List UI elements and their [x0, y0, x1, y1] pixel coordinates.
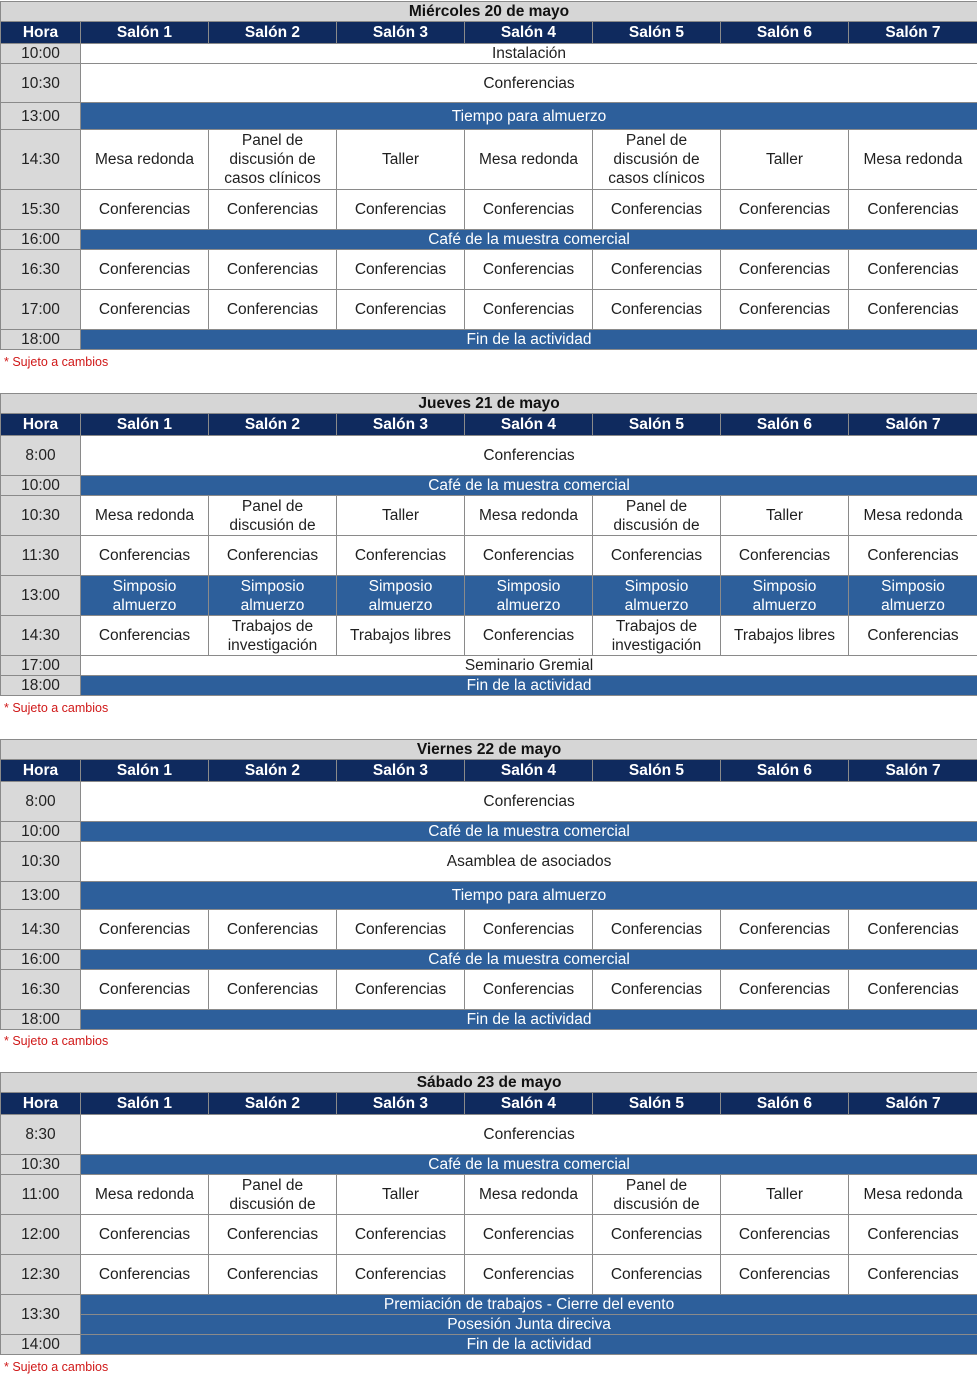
schedule-table: [0, 739, 977, 1030]
activity-cell: Conferencias: [81, 616, 209, 656]
day-schedule: [0, 393, 977, 696]
activity-cell: Conferencias: [209, 250, 337, 290]
day-schedule: [0, 1, 977, 350]
day-title-row: [1, 2, 977, 22]
schedule-row: [1, 882, 977, 910]
schedule-row: [1, 496, 977, 536]
time-cell: 8:00: [1, 782, 81, 822]
activity-cell: Conferencias: [465, 536, 593, 576]
activity-cell: Conferencias: [337, 190, 465, 230]
full-width-activity: Conferencias: [81, 782, 977, 822]
full-width-activity: Fin de la actividad: [81, 676, 977, 696]
column-header-row: [1, 22, 977, 44]
schedule-row: [1, 230, 977, 250]
activity-cell: Panel de discusión de: [209, 496, 337, 536]
day-title: Viernes 22 de mayo: [1, 740, 977, 760]
schedule-row: [1, 676, 977, 696]
time-cell: 16:30: [1, 250, 81, 290]
schedule-row: [1, 1295, 977, 1315]
activity-cell: Conferencias: [849, 536, 977, 576]
activity-cell: Conferencias: [209, 910, 337, 950]
full-width-activity: Tiempo para almuerzo: [81, 882, 977, 910]
activity-cell: Conferencias: [721, 1215, 849, 1255]
full-width-activity: Fin de la actividad: [81, 330, 977, 350]
full-width-activity: Tiempo para almuerzo: [81, 103, 977, 130]
full-width-activity: Café de la muestra comercial: [81, 822, 977, 842]
schedule-table: [0, 393, 977, 696]
column-header-salon-6: Salón 6: [721, 22, 849, 44]
activity-cell: Conferencias: [81, 290, 209, 330]
activity-cell: Conferencias: [81, 1255, 209, 1295]
activity-cell: Conferencias: [337, 1215, 465, 1255]
schedule-row: [1, 1010, 977, 1030]
activity-cell: Trabajos de investigación: [209, 616, 337, 656]
activity-cell: Conferencias: [721, 1255, 849, 1295]
activity-cell: Mesa redonda: [81, 130, 209, 190]
day-title-row: [1, 1073, 977, 1093]
activity-cell: Conferencias: [465, 250, 593, 290]
activity-cell: Conferencias: [721, 290, 849, 330]
activity-cell: Taller: [337, 1175, 465, 1215]
time-cell: 18:00: [1, 330, 81, 350]
schedule-row: [1, 290, 977, 330]
column-header-hora: Hora: [1, 414, 81, 436]
column-header-salon-6: Salón 6: [721, 1093, 849, 1115]
activity-cell: Conferencias: [849, 1215, 977, 1255]
time-cell: 17:00: [1, 290, 81, 330]
activity-cell: Conferencias: [81, 250, 209, 290]
activity-cell: Conferencias: [721, 190, 849, 230]
activity-cell: Conferencias: [337, 290, 465, 330]
column-header-salon-7: Salón 7: [849, 414, 977, 436]
schedule-table: [0, 1, 977, 350]
schedule-row: [1, 950, 977, 970]
time-cell: 10:30: [1, 64, 81, 103]
column-header-salon-4: Salón 4: [465, 760, 593, 782]
activity-cell: Conferencias: [337, 536, 465, 576]
full-width-activity: Fin de la actividad: [81, 1010, 977, 1030]
schedule-row: [1, 536, 977, 576]
activity-cell: Conferencias: [81, 910, 209, 950]
full-width-activity: Premiación de trabajos - Cierre del evento: [81, 1295, 977, 1315]
activity-cell: Conferencias: [81, 536, 209, 576]
full-width-activity: Café de la muestra comercial: [81, 1155, 977, 1175]
activity-cell: Conferencias: [209, 1255, 337, 1295]
time-cell: 14:00: [1, 1335, 81, 1355]
schedule-row: [1, 970, 977, 1010]
time-cell: 13:00: [1, 103, 81, 130]
time-cell: 13:30: [1, 1295, 81, 1335]
full-width-activity: Instalación: [81, 44, 977, 64]
activity-cell: Simposio almuerzo: [849, 576, 977, 616]
activity-cell: Conferencias: [209, 290, 337, 330]
activity-cell: Conferencias: [721, 250, 849, 290]
activity-cell: Conferencias: [209, 190, 337, 230]
activity-cell: Panel de discusión de casos clínicos: [209, 130, 337, 190]
activity-cell: Conferencias: [593, 910, 721, 950]
time-cell: 13:00: [1, 576, 81, 616]
column-header-salon-6: Salón 6: [721, 414, 849, 436]
activity-cell: Taller: [337, 130, 465, 190]
column-header-hora: Hora: [1, 760, 81, 782]
column-header-salon-5: Salón 5: [593, 414, 721, 436]
activity-cell: Conferencias: [721, 910, 849, 950]
day-title-row: [1, 394, 977, 414]
schedule-row: [1, 1215, 977, 1255]
full-width-activity: Conferencias: [81, 1115, 977, 1155]
time-cell: 14:30: [1, 910, 81, 950]
activity-cell: Taller: [721, 496, 849, 536]
activity-cell: Mesa redonda: [81, 1175, 209, 1215]
activity-cell: Taller: [721, 1175, 849, 1215]
activity-cell: Conferencias: [337, 910, 465, 950]
activity-cell: Conferencias: [81, 190, 209, 230]
column-header-salon-4: Salón 4: [465, 1093, 593, 1115]
activity-cell: Conferencias: [465, 1215, 593, 1255]
column-header-salon-1: Salón 1: [81, 1093, 209, 1115]
activity-cell: Mesa redonda: [849, 1175, 977, 1215]
activity-cell: Conferencias: [849, 250, 977, 290]
column-header-salon-3: Salón 3: [337, 22, 465, 44]
activity-cell: Panel de discusión de: [593, 1175, 721, 1215]
day-title: Jueves 21 de mayo: [1, 394, 977, 414]
schedule-row: [1, 782, 977, 822]
full-width-activity: Café de la muestra comercial: [81, 950, 977, 970]
day-schedule: [0, 739, 977, 1030]
time-cell: 10:00: [1, 476, 81, 496]
activity-cell: Mesa redonda: [849, 130, 977, 190]
time-cell: 10:30: [1, 842, 81, 882]
column-header-row: [1, 1093, 977, 1115]
schedule-row: [1, 190, 977, 230]
activity-cell: Simposio almuerzo: [465, 576, 593, 616]
activity-cell: Conferencias: [593, 970, 721, 1010]
schedule-row: [1, 64, 977, 103]
time-cell: 8:30: [1, 1115, 81, 1155]
day-title: Miércoles 20 de mayo: [1, 2, 977, 22]
activity-cell: Mesa redonda: [849, 496, 977, 536]
column-header-hora: Hora: [1, 1093, 81, 1115]
column-header-salon-7: Salón 7: [849, 22, 977, 44]
activity-cell: Mesa redonda: [465, 1175, 593, 1215]
day-title-row: [1, 740, 977, 760]
schedule-row: [1, 1155, 977, 1175]
activity-cell: Conferencias: [465, 616, 593, 656]
time-cell: 14:30: [1, 130, 81, 190]
column-header-salon-5: Salón 5: [593, 760, 721, 782]
activity-cell: Conferencias: [849, 290, 977, 330]
column-header-salon-2: Salón 2: [209, 414, 337, 436]
column-header-salon-5: Salón 5: [593, 22, 721, 44]
day-schedule: [0, 1072, 977, 1355]
column-header-salon-1: Salón 1: [81, 414, 209, 436]
time-cell: 11:00: [1, 1175, 81, 1215]
activity-cell: Conferencias: [81, 1215, 209, 1255]
full-width-activity: Conferencias: [81, 64, 977, 103]
activity-cell: Conferencias: [81, 970, 209, 1010]
disclaimer-note: * Sujeto a cambios: [4, 1034, 109, 1048]
column-header-salon-4: Salón 4: [465, 22, 593, 44]
column-header-salon-6: Salón 6: [721, 760, 849, 782]
activity-cell: Simposio almuerzo: [209, 576, 337, 616]
activity-cell: Mesa redonda: [81, 496, 209, 536]
schedule-row: [1, 910, 977, 950]
activity-cell: Taller: [337, 496, 465, 536]
column-header-salon-3: Salón 3: [337, 414, 465, 436]
time-cell: 16:30: [1, 970, 81, 1010]
schedule-row: [1, 436, 977, 476]
activity-cell: Conferencias: [849, 970, 977, 1010]
activity-cell: Simposio almuerzo: [721, 576, 849, 616]
activity-cell: Conferencias: [465, 190, 593, 230]
schedule-row: [1, 1315, 977, 1335]
activity-cell: Mesa redonda: [465, 496, 593, 536]
activity-cell: Trabajos libres: [721, 616, 849, 656]
schedule-table: [0, 1072, 977, 1355]
schedule-row: [1, 1175, 977, 1215]
activity-cell: Mesa redonda: [465, 130, 593, 190]
activity-cell: Conferencias: [849, 910, 977, 950]
column-header-salon-3: Salón 3: [337, 760, 465, 782]
activity-cell: Conferencias: [849, 1255, 977, 1295]
time-cell: 10:30: [1, 496, 81, 536]
schedule-row: [1, 476, 977, 496]
activity-cell: Conferencias: [721, 970, 849, 1010]
day-title: Sábado 23 de mayo: [1, 1073, 977, 1093]
time-cell: 10:30: [1, 1155, 81, 1175]
column-header-salon-7: Salón 7: [849, 760, 977, 782]
time-cell: 17:00: [1, 656, 81, 676]
full-width-activity: Conferencias: [81, 436, 977, 476]
activity-cell: Simposio almuerzo: [593, 576, 721, 616]
schedule-row: [1, 103, 977, 130]
disclaimer-note: * Sujeto a cambios: [4, 1360, 109, 1374]
activity-cell: Conferencias: [209, 970, 337, 1010]
activity-cell: Conferencias: [337, 970, 465, 1010]
time-cell: 18:00: [1, 676, 81, 696]
full-width-activity: Fin de la actividad: [81, 1335, 977, 1355]
activity-cell: Panel de discusión de: [593, 496, 721, 536]
time-cell: 12:00: [1, 1215, 81, 1255]
activity-cell: Conferencias: [337, 1255, 465, 1295]
full-width-activity: Asamblea de asociados: [81, 842, 977, 882]
activity-cell: Conferencias: [465, 290, 593, 330]
column-header-salon-7: Salón 7: [849, 1093, 977, 1115]
activity-cell: Conferencias: [209, 1215, 337, 1255]
schedule-row: [1, 1255, 977, 1295]
schedule-row: [1, 1115, 977, 1155]
activity-cell: Panel de discusión de casos clínicos: [593, 130, 721, 190]
activity-cell: Conferencias: [465, 970, 593, 1010]
schedule-row: [1, 616, 977, 656]
full-width-activity: Café de la muestra comercial: [81, 476, 977, 496]
column-header-salon-2: Salón 2: [209, 22, 337, 44]
column-header-hora: Hora: [1, 22, 81, 44]
time-cell: 12:30: [1, 1255, 81, 1295]
activity-cell: Conferencias: [593, 290, 721, 330]
activity-cell: Conferencias: [593, 1215, 721, 1255]
column-header-salon-1: Salón 1: [81, 22, 209, 44]
full-width-activity: Seminario Gremial: [81, 656, 977, 676]
time-cell: 8:00: [1, 436, 81, 476]
schedule-row: [1, 656, 977, 676]
activity-cell: Conferencias: [209, 536, 337, 576]
column-header-row: [1, 760, 977, 782]
time-cell: 18:00: [1, 1010, 81, 1030]
time-cell: 10:00: [1, 822, 81, 842]
column-header-salon-4: Salón 4: [465, 414, 593, 436]
full-width-activity: Posesión Junta direciva: [81, 1315, 977, 1335]
column-header-salon-2: Salón 2: [209, 760, 337, 782]
time-cell: 15:30: [1, 190, 81, 230]
column-header-salon-3: Salón 3: [337, 1093, 465, 1115]
schedule-row: [1, 822, 977, 842]
column-header-salon-5: Salón 5: [593, 1093, 721, 1115]
column-header-salon-2: Salón 2: [209, 1093, 337, 1115]
activity-cell: Conferencias: [593, 250, 721, 290]
activity-cell: Conferencias: [465, 910, 593, 950]
activity-cell: Conferencias: [849, 190, 977, 230]
activity-cell: Conferencias: [337, 250, 465, 290]
activity-cell: Conferencias: [593, 1255, 721, 1295]
activity-cell: Simposio almuerzo: [337, 576, 465, 616]
schedule-row: [1, 842, 977, 882]
time-cell: 11:30: [1, 536, 81, 576]
activity-cell: Conferencias: [593, 190, 721, 230]
time-cell: 16:00: [1, 230, 81, 250]
full-width-activity: Café de la muestra comercial: [81, 230, 977, 250]
schedule-row: [1, 1335, 977, 1355]
schedule-row: [1, 44, 977, 64]
activity-cell: Simposio almuerzo: [81, 576, 209, 616]
time-cell: 16:00: [1, 950, 81, 970]
activity-cell: Conferencias: [593, 536, 721, 576]
activity-cell: Conferencias: [465, 1255, 593, 1295]
activity-cell: Taller: [721, 130, 849, 190]
schedule-row: [1, 130, 977, 190]
disclaimer-note: * Sujeto a cambios: [4, 355, 109, 369]
schedule-row: [1, 576, 977, 616]
activity-cell: Conferencias: [849, 616, 977, 656]
activity-cell: Conferencias: [721, 536, 849, 576]
schedule-row: [1, 250, 977, 290]
time-cell: 10:00: [1, 44, 81, 64]
time-cell: 13:00: [1, 882, 81, 910]
schedule-row: [1, 330, 977, 350]
activity-cell: Trabajos libres: [337, 616, 465, 656]
disclaimer-note: * Sujeto a cambios: [4, 701, 109, 715]
column-header-salon-1: Salón 1: [81, 760, 209, 782]
time-cell: 14:30: [1, 616, 81, 656]
activity-cell: Trabajos de investigación: [593, 616, 721, 656]
column-header-row: [1, 414, 977, 436]
activity-cell: Panel de discusión de: [209, 1175, 337, 1215]
